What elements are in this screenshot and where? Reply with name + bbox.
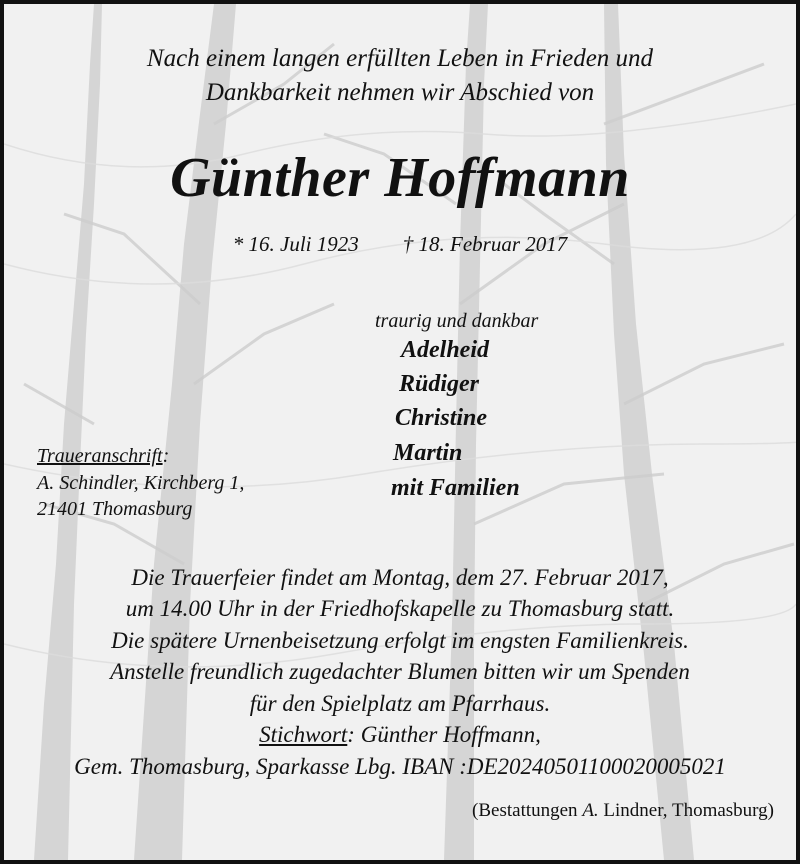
service-line: Die Trauerfeier findet am Montag, dem 27. Februar 2017, — [131, 565, 669, 590]
deceased-name: Günther Hoffmann — [170, 147, 630, 209]
notice-content — [4, 4, 796, 860]
donation-keyword — [4, 719, 796, 751]
service-line: Die spätere Urnenbeisetzung erfolgt im engsten Familienkreis. — [111, 628, 689, 653]
mourner-name: Rüdiger — [399, 371, 480, 397]
address-label-text: Traueranschrift — [37, 445, 163, 467]
bank-details: Gem. Thomasburg, Sparkasse Lbg. IBAN :DE20240501100020005021 — [74, 754, 726, 779]
mourner-name: Adelheid — [401, 337, 489, 363]
address-line: 21401 Thomasburg — [37, 498, 193, 520]
mourner-name: mit Familien — [391, 475, 520, 501]
keyword-value: : Günther Hoffmann, — [347, 722, 541, 747]
service-line: um 14.00 Uhr in der Friedhofskapelle zu Thomasburg statt. — [125, 596, 675, 621]
keyword-label: Stichwort — [259, 722, 348, 747]
address-label: Traueranschrift: — [37, 445, 170, 467]
mourner-name: Martin — [393, 440, 463, 466]
mourner-name: Christine — [395, 405, 488, 431]
intro-line-1: Nach einem langen erfüllten Leben in Frieden und — [146, 45, 654, 72]
life-dates — [4, 232, 796, 257]
birth-date: * 16. Juli 1923 — [232, 232, 359, 256]
undertaker-credit: (Bestattungen A. Lindner, Thomasburg) — [472, 800, 774, 821]
service-line: für den Spielplatz am Pfarrhaus. — [249, 691, 551, 716]
intro-line-2: Dankbarkeit nehmen wir Abschied von — [205, 79, 595, 106]
death-date: † 18. Februar 2017 — [402, 232, 568, 256]
address-line: A. Schindler, Kirchberg 1, — [37, 472, 245, 494]
mourners-intro: traurig und dankbar — [375, 310, 539, 332]
service-line: Anstelle freundlich zugedachter Blumen bitten wir um Spenden — [110, 659, 690, 684]
